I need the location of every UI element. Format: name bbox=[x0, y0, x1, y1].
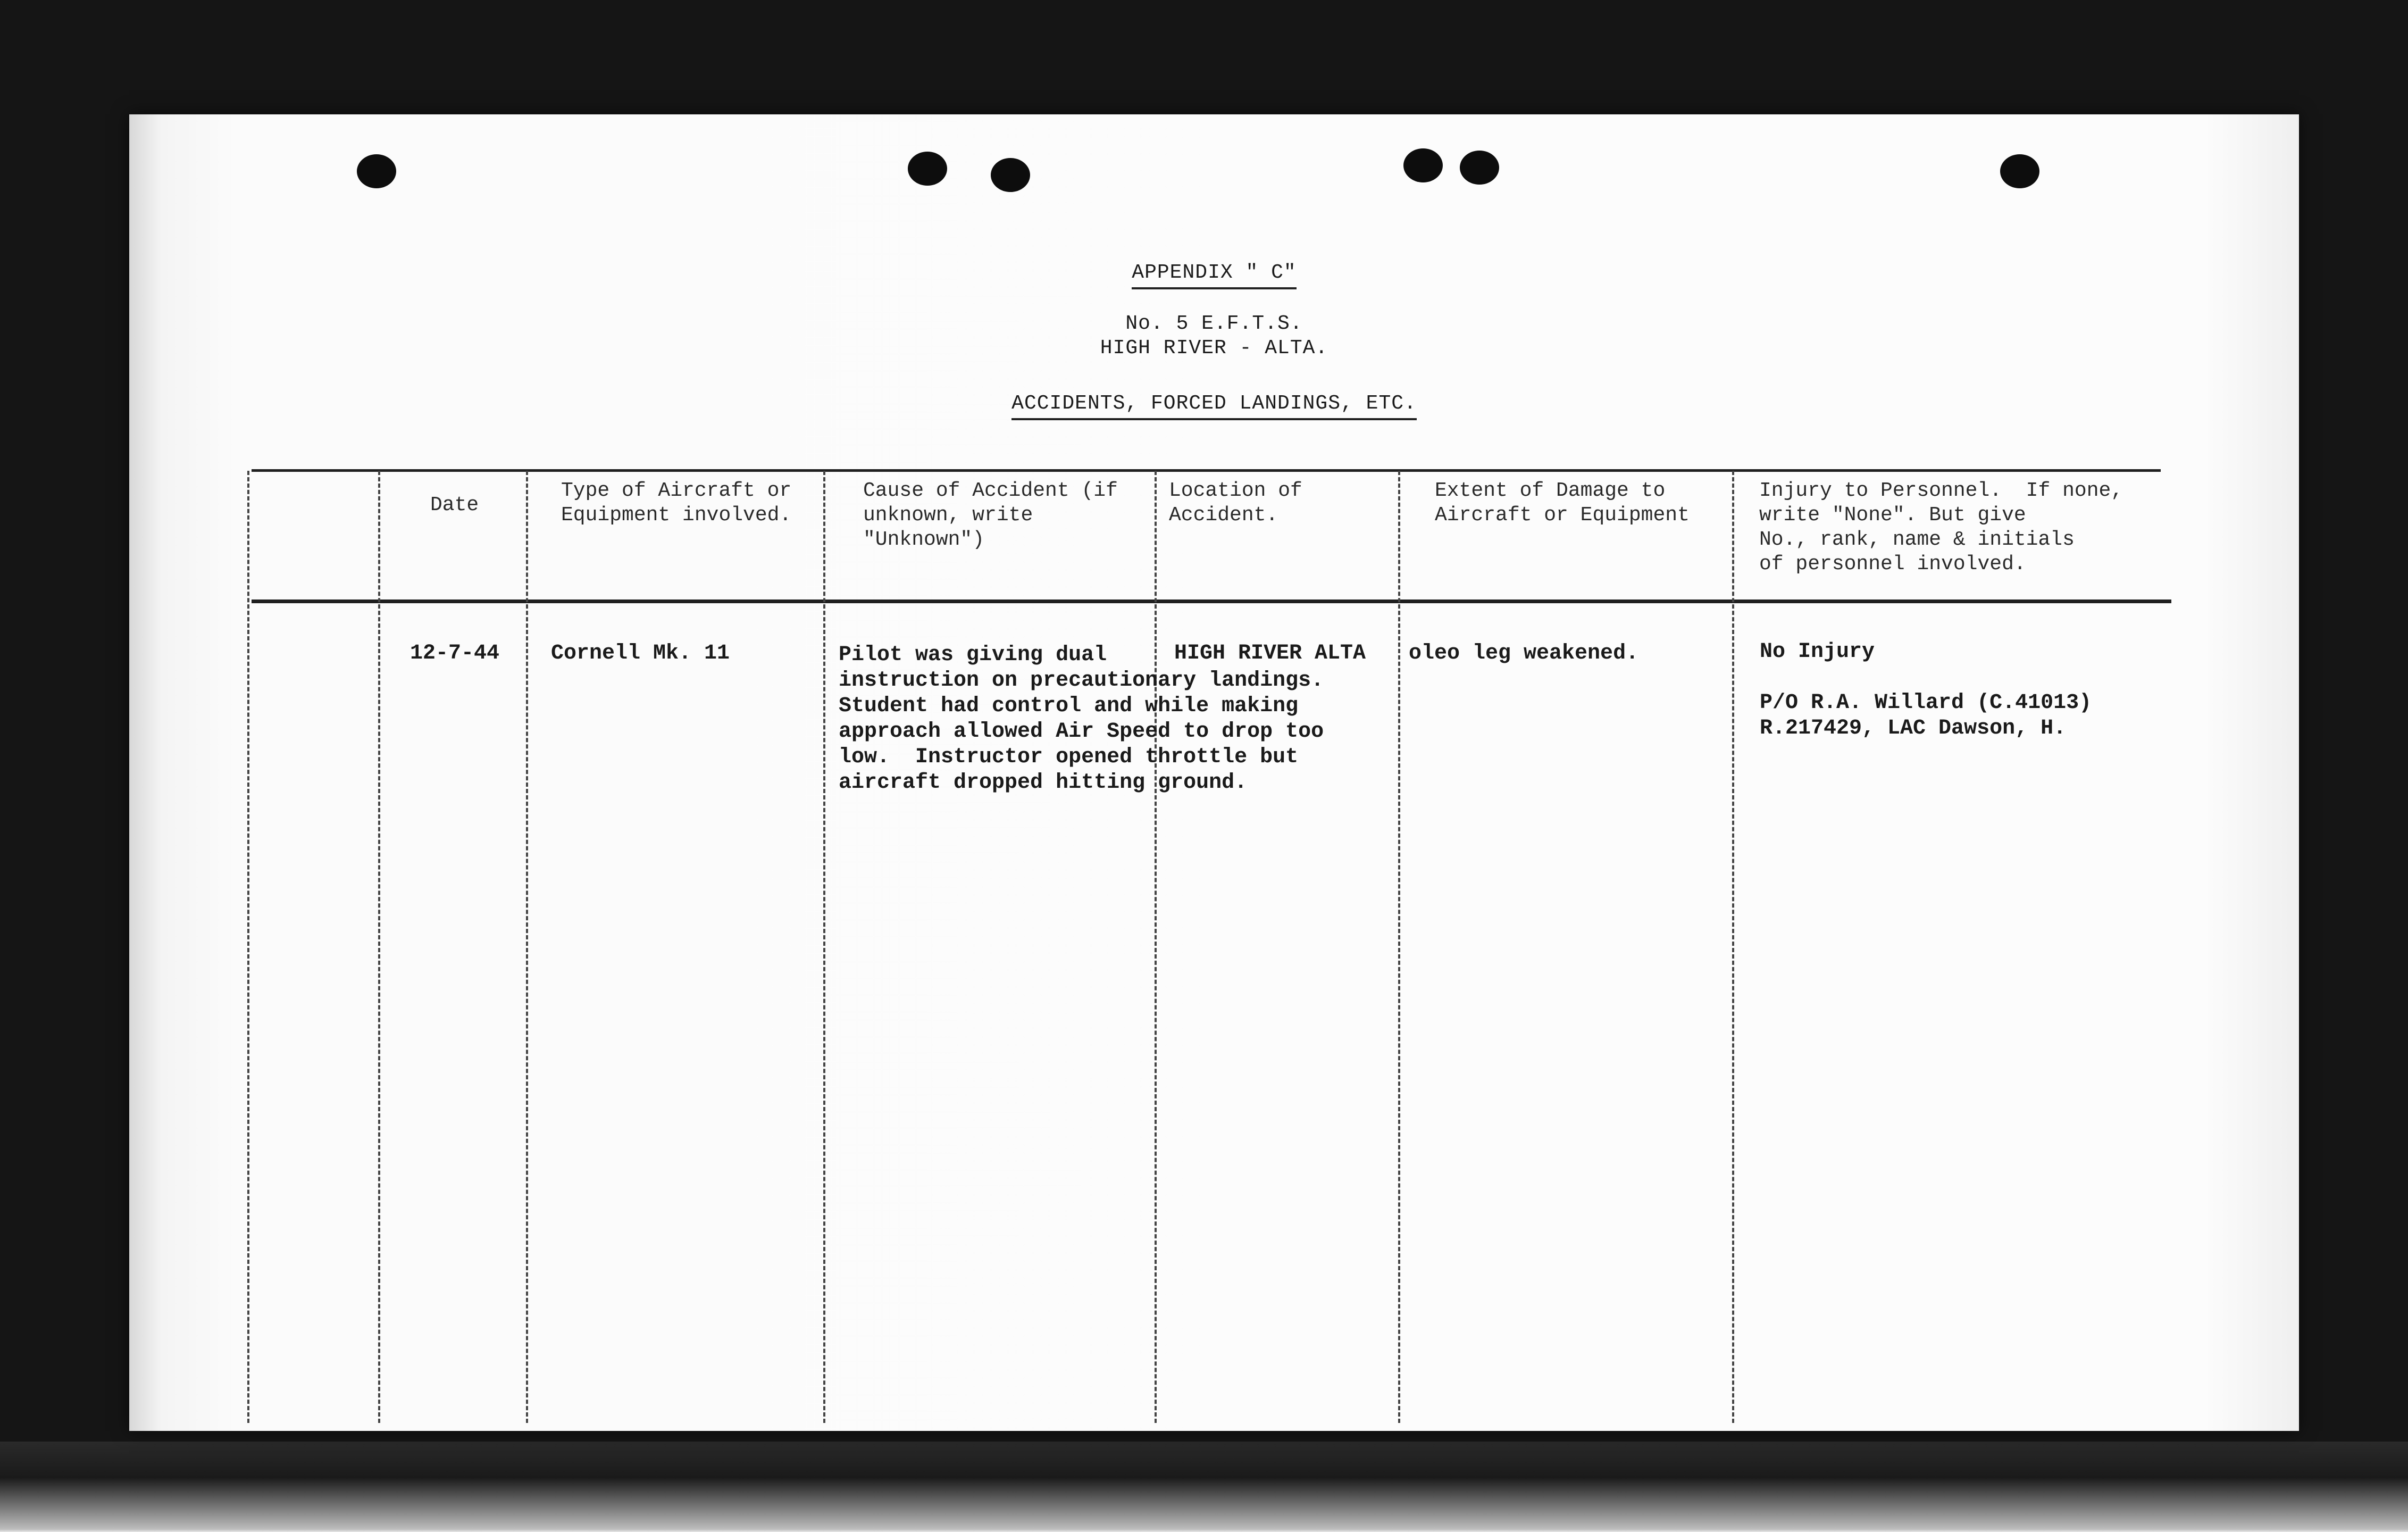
column-divider bbox=[378, 471, 380, 1423]
table-header-rule bbox=[252, 600, 2171, 603]
column-header-injury: Injury to Personnel. If none, write "None". But give No., rank, name & initials of personnel involved. bbox=[1759, 479, 2123, 576]
column-header-damage: Extent of Damage to Aircraft or Equipment bbox=[1435, 479, 1690, 527]
document-subtitle: ACCIDENTS, FORCED LANDINGS, ETC. bbox=[129, 392, 2299, 415]
column-divider bbox=[1732, 471, 1734, 1423]
film-border bbox=[0, 1442, 2408, 1532]
appendix-title: APPENDIX " C" bbox=[129, 261, 2299, 284]
cell-location: HIGH RIVER ALTA bbox=[1174, 642, 1366, 665]
punch-hole bbox=[908, 152, 947, 186]
cell-date: 12-7-44 bbox=[410, 642, 500, 665]
unit-location: HIGH RIVER - ALTA. bbox=[1100, 337, 1328, 360]
column-divider bbox=[823, 471, 825, 1423]
column-header-date: Date bbox=[430, 494, 479, 517]
punch-hole bbox=[2000, 154, 2039, 188]
cell-cause: Pilot was giving dual instruction on precautionary landings. Student had control and while making approach allowed Air Speed to drop too low. Instructor opened throttle but aircraft dropped hitting ground. bbox=[839, 643, 1324, 795]
column-divider bbox=[1398, 471, 1400, 1423]
punch-hole bbox=[991, 158, 1030, 192]
column-divider bbox=[526, 471, 528, 1423]
unit-name: No. 5 E.F.T.S. bbox=[1125, 312, 1303, 335]
column-header-location: Location of Accident. bbox=[1169, 479, 1302, 527]
punch-hole bbox=[1460, 151, 1499, 185]
column-header-cause: Cause of Accident (if unknown, write "Unknown") bbox=[863, 479, 1118, 551]
cell-aircraft: Cornell Mk. 11 bbox=[551, 642, 730, 665]
punch-hole bbox=[357, 154, 396, 188]
table-top-rule bbox=[252, 469, 2161, 472]
column-divider bbox=[1155, 471, 1157, 1423]
document-page bbox=[129, 114, 2299, 1431]
punch-hole bbox=[1403, 148, 1443, 182]
column-divider bbox=[247, 471, 249, 1423]
cell-injury: No Injury P/O R.A. Willard (C.41013) R.217429, LAC Dawson, H. bbox=[1760, 640, 2092, 740]
column-header-aircraft: Type of Aircraft or Equipment involved. bbox=[561, 479, 792, 527]
cell-damage: oleo leg weakened. bbox=[1409, 642, 1639, 665]
